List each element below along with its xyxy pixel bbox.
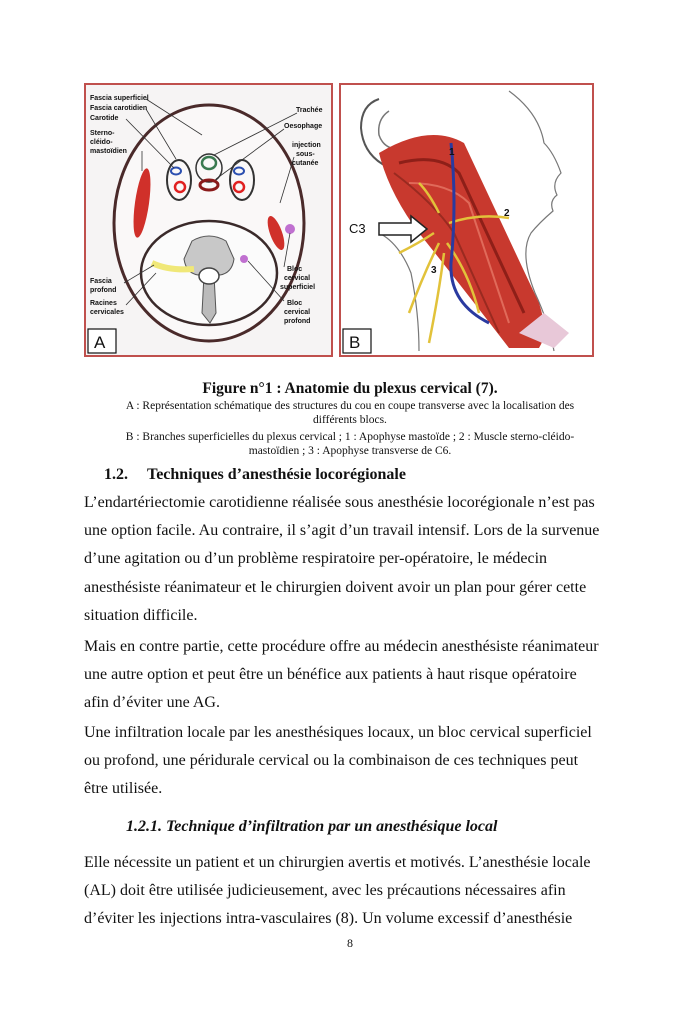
paragraph-1 xyxy=(84,489,616,630)
text-line: situation difficile. xyxy=(84,606,198,624)
text-line: Mais en contre partie, cette procédure offre au médecin anesthésiste réanimateur xyxy=(84,638,599,655)
text-line: d’éviter les injections intra-vasculaires (8). Un volume excessif d’anesthésie xyxy=(84,910,573,928)
text-line: être utilisée. xyxy=(84,780,163,798)
label-fascia-profond-1: Fascia xyxy=(90,278,112,285)
label-fascia-superficiel: Fascia superficiel xyxy=(90,95,149,102)
label-sterno-3: mastoïdien xyxy=(90,148,127,155)
figure-panel-b xyxy=(339,83,594,357)
label-bloc-sup-3: superficiel xyxy=(280,284,316,291)
label-fascia-carotidien: Fascia carotidien xyxy=(90,105,148,112)
label-sterno-1: Sterno- xyxy=(90,130,115,137)
text-line: ou profond, une péridurale cervical ou la combinaison de ces techniques peut xyxy=(84,752,579,770)
label-c3: C3 xyxy=(349,221,366,236)
text-line: une autre option et peut être un bénéfice aux patients à haut risque opératoire xyxy=(84,666,577,684)
section-heading-1-2 xyxy=(104,466,406,484)
panel-b-letter: B xyxy=(349,333,361,352)
text-line: Elle nécessite un patient et un chirurgien avertis et motivés. L’anesthésie locale xyxy=(84,854,591,871)
text-line: afin d’éviter une AG. xyxy=(84,694,220,712)
label-n2: 2 xyxy=(504,208,510,219)
page-number: 8 xyxy=(347,936,353,950)
label-injection-1: injection xyxy=(292,142,321,149)
figure-title: Figure n°1 : Anatomie du plexus cervical (7). xyxy=(202,380,498,397)
caption-a-line: A : Représentation schématique des structures du cou en coupe transverse avec la localisation des xyxy=(125,400,575,412)
caption-a-line: différents blocs. xyxy=(313,414,387,426)
label-n3: 3 xyxy=(431,265,437,276)
label-sterno-2: cléido- xyxy=(90,139,113,146)
neck-cross-section-diagram xyxy=(84,83,333,357)
label-racines-2: cervicales xyxy=(90,309,124,316)
label-n1: 1 xyxy=(449,147,455,158)
text-line: L’endartériectomie carotidienne réalisée sous anesthésie locorégionale n’est pas xyxy=(84,494,595,511)
panel-a-letter: A xyxy=(94,333,106,352)
paragraph-4 xyxy=(84,849,616,934)
figure-caption-b xyxy=(84,430,616,458)
label-trachee: Trachée xyxy=(296,107,323,114)
figure-panel-a xyxy=(84,83,333,357)
section-title: Techniques d’anesthésie locorégionale xyxy=(147,466,406,483)
section-number: 1.2. xyxy=(104,466,128,483)
figure-caption-a xyxy=(84,399,616,427)
label-bloc-prof-2: cervical xyxy=(284,309,311,316)
label-fascia-profond-2: profond xyxy=(90,287,117,294)
paragraph-2 xyxy=(84,633,616,718)
section-heading-1-2-1: 1.2.1. Technique d’infiltration par un anesthésique local xyxy=(126,818,498,835)
paragraph-3 xyxy=(84,719,616,804)
label-carotide: Carotide xyxy=(90,115,119,122)
label-injection-3: cutanée xyxy=(292,160,319,167)
label-bloc-sup-2: cervical xyxy=(284,275,311,282)
caption-b-line: B : Branches superficielles du plexus cervical ; 1 : Apophyse mastoïde ; 2 : Muscle sterno-cléido- xyxy=(125,431,575,443)
label-racines-1: Racines xyxy=(90,300,117,307)
label-bloc-sup-1: Bloc xyxy=(287,266,303,273)
label-bloc-prof-1: Bloc xyxy=(287,300,303,307)
text-line: (AL) doit être utilisée judicieusement, avec les précautions nécessaires afin xyxy=(84,882,566,900)
text-line: Une infiltration locale par les anesthésiques locaux, un bloc cervical superficiel xyxy=(84,724,592,741)
label-bloc-prof-3: profond xyxy=(284,318,311,325)
label-oesophage: Oesophage xyxy=(284,123,323,130)
label-injection-2: sous- xyxy=(296,151,315,158)
text-line: anesthésiste réanimateur et le chirurgien doivent avoir un plan pour gérer cette xyxy=(84,578,587,596)
cervical-plexus-illustration xyxy=(339,83,594,357)
text-line: une option facile. Au contraire, il s’agit d’un travail intensif. Lors de la survenue xyxy=(84,522,600,540)
text-line: d’une agitation ou d’un problème respiratoire per-opératoire, le médecin xyxy=(84,550,548,568)
caption-b-line: mastoïdien ; 3 : Apophyse transverse de C6. xyxy=(248,445,452,457)
